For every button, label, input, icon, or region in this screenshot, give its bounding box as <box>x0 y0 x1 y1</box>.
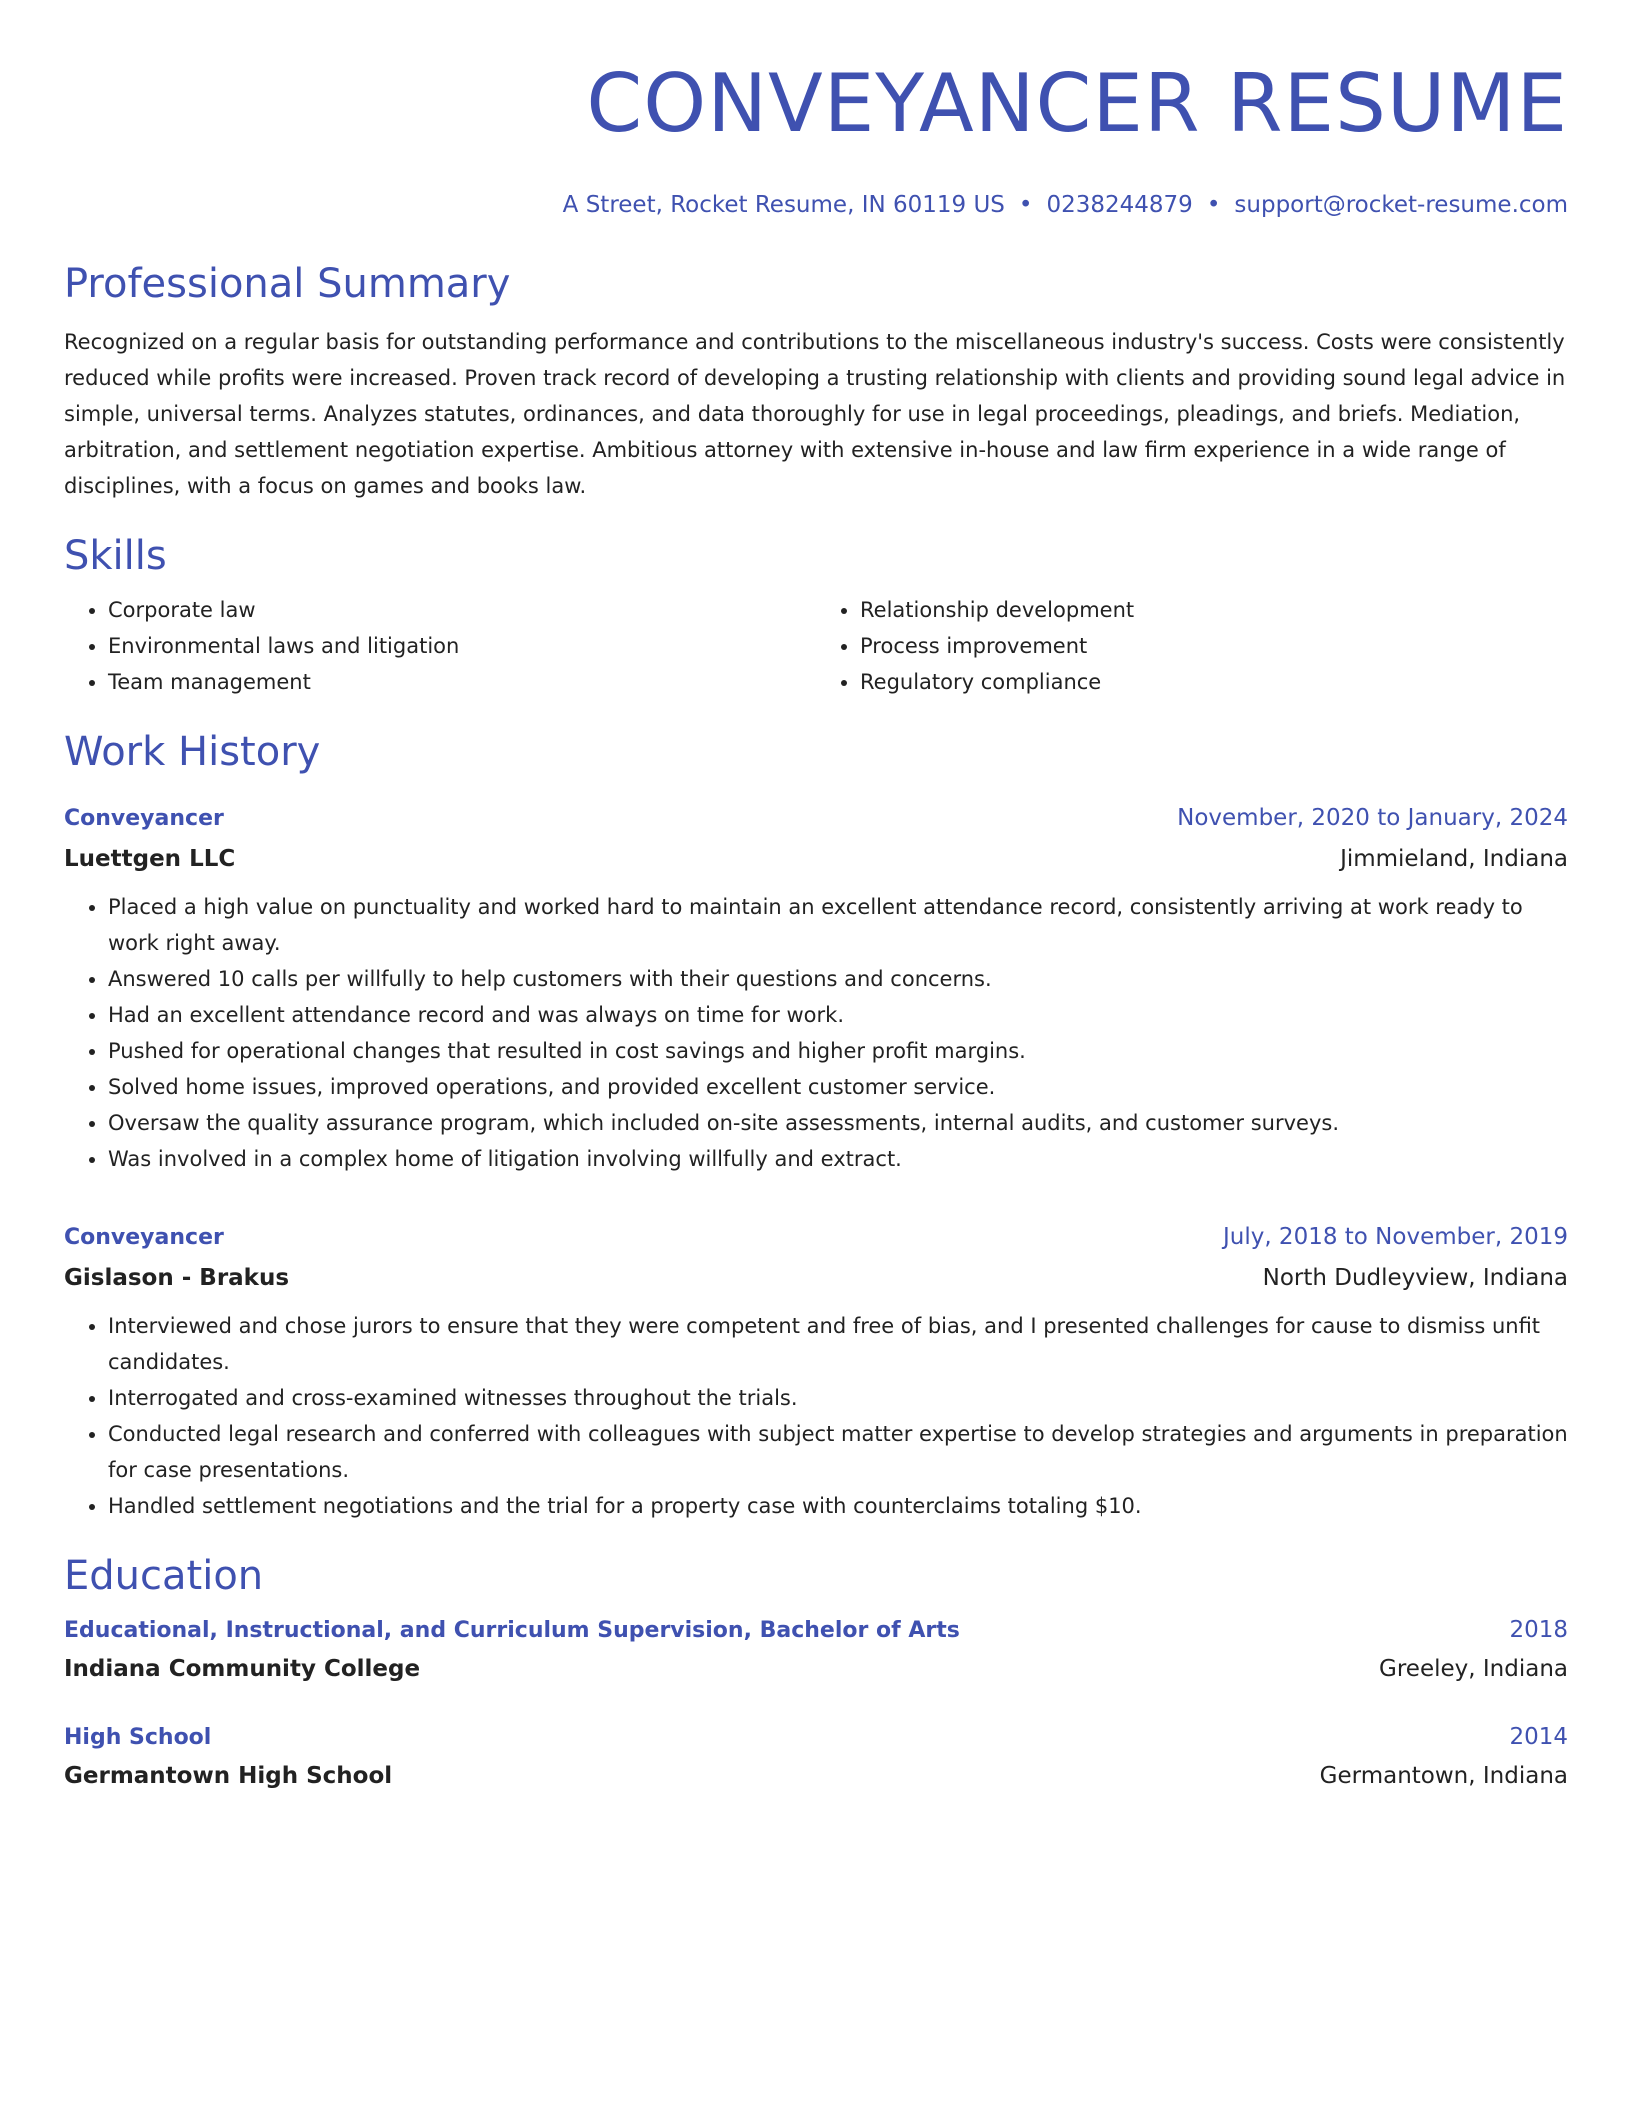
resume-header <box>64 57 1568 220</box>
job-bullet: • Solved home issues, improved operations, and provided excellent customer service. <box>108 1069 1568 1105</box>
job-title: Conveyancer <box>64 1225 224 1250</box>
skill-item: • Regulatory compliance <box>860 664 1568 700</box>
job-bullet: • Pushed for operational changes that resulted in cost savings and higher profit margins. <box>108 1033 1568 1069</box>
education-school-row <box>64 1649 1568 1689</box>
skill-item: • Relationship development <box>860 592 1568 628</box>
job-company-row <box>64 839 1568 879</box>
job-company: Luettgen LLC <box>64 846 236 872</box>
job-entry <box>64 798 1568 1177</box>
education-entry <box>64 1719 1568 1796</box>
education-year: 2018 <box>1509 1617 1568 1643</box>
skills-heading: Skills <box>64 533 167 579</box>
job-bullet: • Answered 10 calls per willfully to help customers with their questions and concerns. <box>108 961 1568 997</box>
education-school: Indiana Community College <box>64 1656 421 1682</box>
job-bullet: • Conducted legal research and conferred with colleagues with subject matter expertise to develop strategies and arguments in preparation for case presentations. <box>108 1416 1568 1488</box>
skills-list <box>64 592 1568 700</box>
job-bullet: • Interviewed and chose jurors to ensure that they were competent and free of bias, and I presented challenges for cause to dismiss unfit candidates. <box>108 1308 1568 1380</box>
education-school-row <box>64 1756 1568 1796</box>
work-history-heading: Work History <box>64 729 321 775</box>
education-entry <box>64 1612 1568 1689</box>
skill-item: • Environmental laws and litigation <box>108 628 816 664</box>
education-degree: Educational, Instructional, and Curriculum Supervision, Bachelor of Arts <box>64 1618 960 1643</box>
skill-item: • Team management <box>108 664 816 700</box>
contact-email: support@rocket-resume.com <box>1234 192 1568 218</box>
job-bullet: • Placed a high value on punctuality and worked hard to maintain an excellent attendance record, consistently arriving at work ready to work right away. <box>108 889 1568 961</box>
job-title: Conveyancer <box>64 806 224 831</box>
education-degree-row <box>64 1612 1568 1649</box>
contact-address: A Street, Rocket Resume, IN 60119 US <box>562 192 1005 218</box>
education-location: Greeley, Indiana <box>1379 1656 1568 1682</box>
education-school: Germantown High School <box>64 1763 393 1789</box>
job-bullet: • Handled settlement negotiations and the trial for a property case with counterclaims totaling $10. <box>108 1488 1568 1524</box>
education-degree: High School <box>64 1725 212 1750</box>
job-location: Jimmieland, Indiana <box>1340 846 1568 872</box>
job-bullets <box>64 1308 1568 1524</box>
job-location: North Dudleyview, Indiana <box>1262 1265 1568 1291</box>
job-bullets <box>64 889 1568 1177</box>
contact-separator: • <box>1206 192 1221 218</box>
contact-phone: 0238244879 <box>1046 192 1193 218</box>
job-title-row <box>64 798 1568 839</box>
skills-column-right <box>816 592 1568 700</box>
education-degree-row <box>64 1719 1568 1756</box>
job-company: Gislason - Brakus <box>64 1265 290 1291</box>
summary-heading: Professional Summary <box>64 261 511 307</box>
contact-line <box>64 190 1568 220</box>
job-title-row <box>64 1217 1568 1258</box>
education-heading: Education <box>64 1553 264 1599</box>
education-year: 2014 <box>1509 1724 1568 1750</box>
job-bullet: • Oversaw the quality assurance program, which included on-site assessments, internal audits, and customer surveys. <box>108 1105 1568 1141</box>
summary-text: Recognized on a regular basis for outstanding performance and contributions to the miscellaneous industry's success. Costs were consistently reduced while profits were increased. Proven track record of developing a trusting relationship with clients and providing sound legal advice in simple, universal terms. Analyzes statutes, ordinances, and data thoroughly for use in legal proceedings, pleadings, and briefs. Mediation, arbitration, and settlement negotiation expertise. Ambitious attorney with extensive in-house and law firm experience in a wide range of disciplines, with a focus on games and books law. <box>64 330 1566 498</box>
skills-column-left <box>64 592 816 700</box>
education-location: Germantown, Indiana <box>1319 1763 1568 1789</box>
job-bullet: • Had an excellent attendance record and was always on time for work. <box>108 997 1568 1033</box>
resume-name: CONVEYANCER RESUME <box>586 57 1568 150</box>
skill-item: • Corporate law <box>108 592 816 628</box>
contact-separator: • <box>1018 192 1033 218</box>
skill-item: • Process improvement <box>860 628 1568 664</box>
job-company-row <box>64 1258 1568 1298</box>
job-bullet: • Was involved in a complex home of litigation involving willfully and extract. <box>108 1141 1568 1177</box>
job-dates: November, 2020 to January, 2024 <box>1177 805 1568 831</box>
job-bullet: • Interrogated and cross-examined witnesses throughout the trials. <box>108 1380 1568 1416</box>
job-entry <box>64 1217 1568 1524</box>
job-dates: July, 2018 to November, 2019 <box>1222 1224 1568 1250</box>
